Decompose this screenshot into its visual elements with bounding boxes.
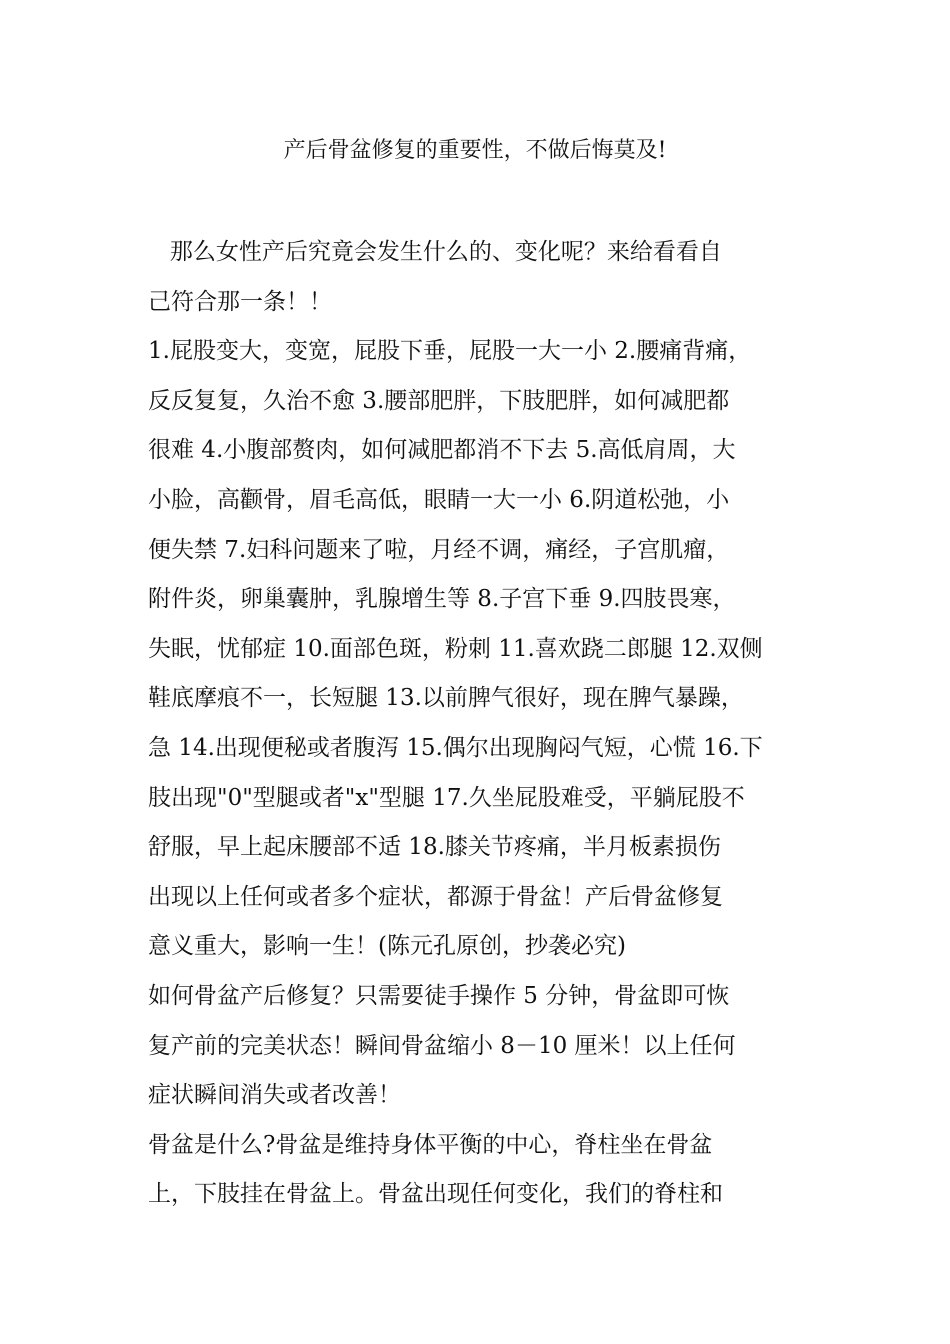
document-title: 产后骨盆修复的重要性，不做后悔莫及! xyxy=(283,138,667,163)
text-line: 如何骨盆产后修复？只需要徒手操作 5 分钟，骨盆即可恢 xyxy=(148,982,730,1009)
text-line: 己符合那一条！！ xyxy=(148,288,332,315)
text-line: 意义重大，影响一生！(陈元孔原创，抄袭必究) xyxy=(148,933,626,960)
text-line: 骨盆是什么?骨盆是维持身体平衡的中心，脊柱坐在骨盆 xyxy=(148,1131,713,1158)
text-line: 失眠，忧郁症 10.面部色斑，粉刺 11.喜欢跷二郎腿 12.双侧 xyxy=(148,635,763,662)
text-line: 急 14.出现便秘或者腹泻 15.偶尔出现胸闷气短，心慌 16.下 xyxy=(148,734,763,761)
text-line: 附件炎，卵巢囊肿，乳腺增生等 8.子宫下垂 9.四肢畏寒， xyxy=(148,586,736,613)
text-line: 上，下肢挂在骨盆上。骨盆出现任何变化，我们的脊柱和 xyxy=(148,1181,723,1208)
text-line: 1.屁股变大，变宽，屁股下垂，屁股一大一小 2.腰痛背痛， xyxy=(148,338,752,365)
text-line: 反反复复，久治不愈 3.腰部肥胖，下肢肥胖，如何减肥都 xyxy=(148,387,730,414)
text-line: 小脸，高颧骨，眉毛高低，眼睛一大一小 6.阴道松弛，小 xyxy=(148,486,730,513)
text-line: 肢出现"0"型腿或者"x"型腿 17.久坐屁股难受，平躺屁股不 xyxy=(148,784,745,811)
text-line: 舒服，早上起床腰部不适 18.膝关节疼痛，半月板素损伤 xyxy=(148,834,721,861)
text-line: 出现以上任何或者多个症状，都源于骨盆！产后骨盆修复 xyxy=(148,883,723,910)
text-line: 症状瞬间消失或者改善！ xyxy=(148,1082,401,1109)
document-body xyxy=(148,228,808,1220)
text-line: 复产前的完美状态！瞬间骨盆缩小 8－10 厘米！以上任何 xyxy=(148,1032,736,1059)
text-line: 便失禁 7.妇科问题来了啦，月经不调，痛经，子宫肌瘤， xyxy=(148,536,730,563)
text-line: 很难 4.小腹部赘肉，如何减肥都消不下去 5.高低肩周，大 xyxy=(148,437,736,464)
text-line: 那么女性产后究竟会发生什么的、变化呢？来给看看自 xyxy=(148,239,722,265)
text-line: 鞋底摩痕不一，长短腿 13.以前脾气很好，现在脾气暴躁， xyxy=(148,685,744,712)
